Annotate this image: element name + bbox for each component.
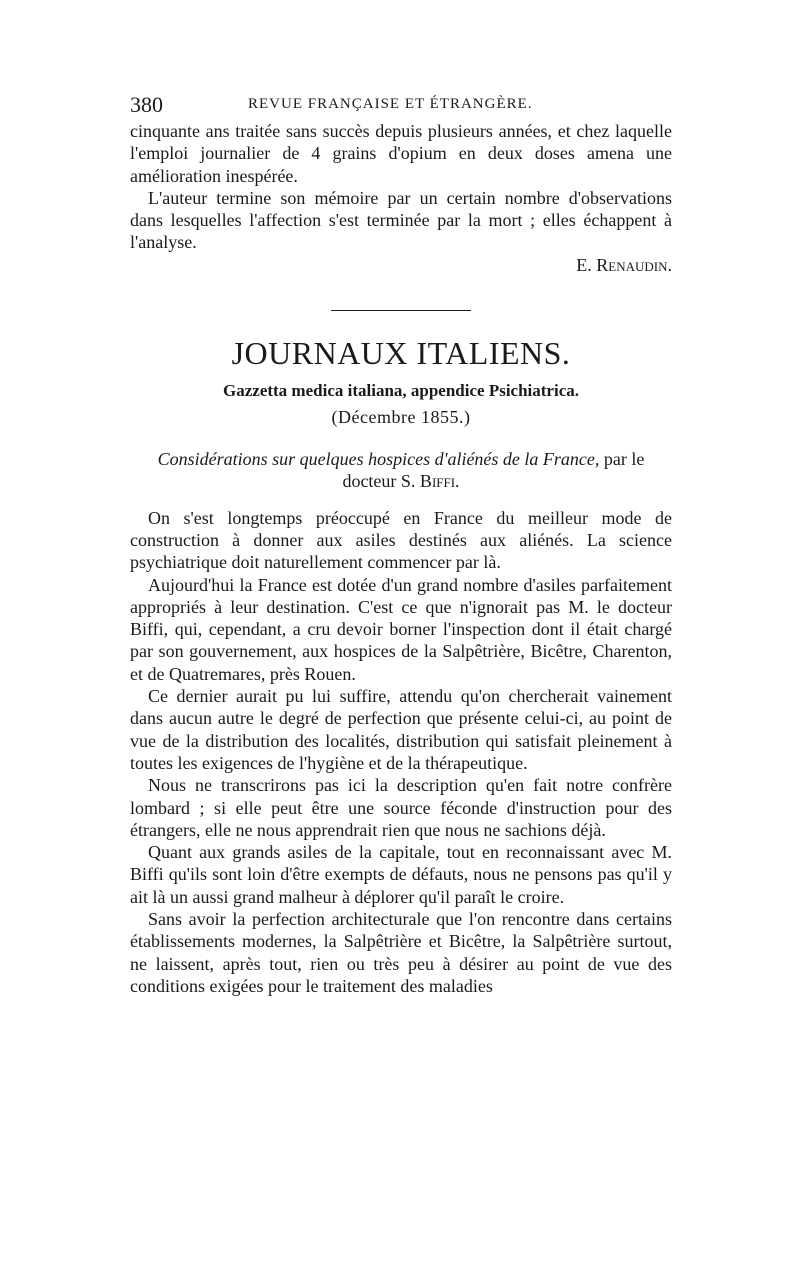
journal-title: Gazzetta medica italiana, appendice Psichiatrica. xyxy=(223,381,579,401)
article-author: S. Biffi. xyxy=(400,471,460,492)
paragraph: Nous ne transcrirons pas ici la description qu'en fait notre confrère lombard ; si elle peut être une source féconde d'instruction pour des étrangers, elle ne nous apprendrait rien que nous ne sachions déjà. xyxy=(130,775,672,840)
paragraph: Aujourd'hui la France est dotée d'un grand nombre d'asiles parfaitement appropriés à leur destination. C'est ce que n'ignorait pas M. le docteur Biffi, qui, cependant, a cru devoir borner l'inspection dont il était chargé par son gouvernement, aux hospices de la Salpêtrière, Bicêtre, Charenton, et de Quatremares, près Rouen. xyxy=(130,574,672,684)
page-number: 380 xyxy=(130,92,163,117)
running-title: REVUE FRANÇAISE ET ÉTRANGÈRE. xyxy=(248,96,533,112)
paragraph: On s'est longtemps préoccupé en France du meilleur mode de construction à donner aux asiles destinés aux aliénés. La science psychiatrique doit naturellement commencer par là. xyxy=(130,507,672,573)
article-body xyxy=(130,507,672,998)
article-title-rest: par le docteur xyxy=(342,449,645,492)
document-page xyxy=(130,92,672,997)
section-divider xyxy=(331,310,471,311)
article-title xyxy=(130,448,672,493)
paragraph: Ce dernier aurait pu lui suffire, attendu qu'on chercherait vainement dans aucun autre le degré de perfection que présente celui-ci, au point de vue de la distribution des localités, distribution qui satisfait pleinement à toutes les exigences de l'hygiène et de la thérapeutique. xyxy=(130,686,672,773)
article-title-italic: Considérations sur quelques hospices d'aliénés de la France, xyxy=(157,449,600,470)
paragraph: L'auteur termine son mémoire par un certain nombre d'observations dans lesquelles l'affection s'est terminée par la mort ; elles échappent à l'analyse. xyxy=(130,187,672,253)
paragraph: Sans avoir la perfection architecturale que l'on rencontre dans certains établissements modernes, la Salpêtrière et Bicêtre, la Salpêtrière surtout, ne laissent, après tout, rien ou très peu à désirer au point de vue des conditions exigées pour le traitement des maladies xyxy=(130,909,672,996)
paragraph: Quant aux grands asiles de la capitale, tout en reconnaissant avec M. Biffi qu'ils sont loin d'être exempts de défauts, nous ne pensons pas qu'il y ait là un aussi grand malheur à déplorer qu'il paraît le croire. xyxy=(130,842,672,907)
issue-date: (Décembre 1855.) xyxy=(331,407,471,428)
page-header xyxy=(130,92,672,120)
signature: E. Renaudin. xyxy=(576,254,672,275)
section-heading: JOURNAUX ITALIENS. xyxy=(231,335,571,372)
paragraph: cinquante ans traitée sans succès depuis plusieurs années, et chez laquelle l'emploi journalier de 4 grains d'opium en deux doses amena une amélioration inespérée. xyxy=(130,121,672,186)
